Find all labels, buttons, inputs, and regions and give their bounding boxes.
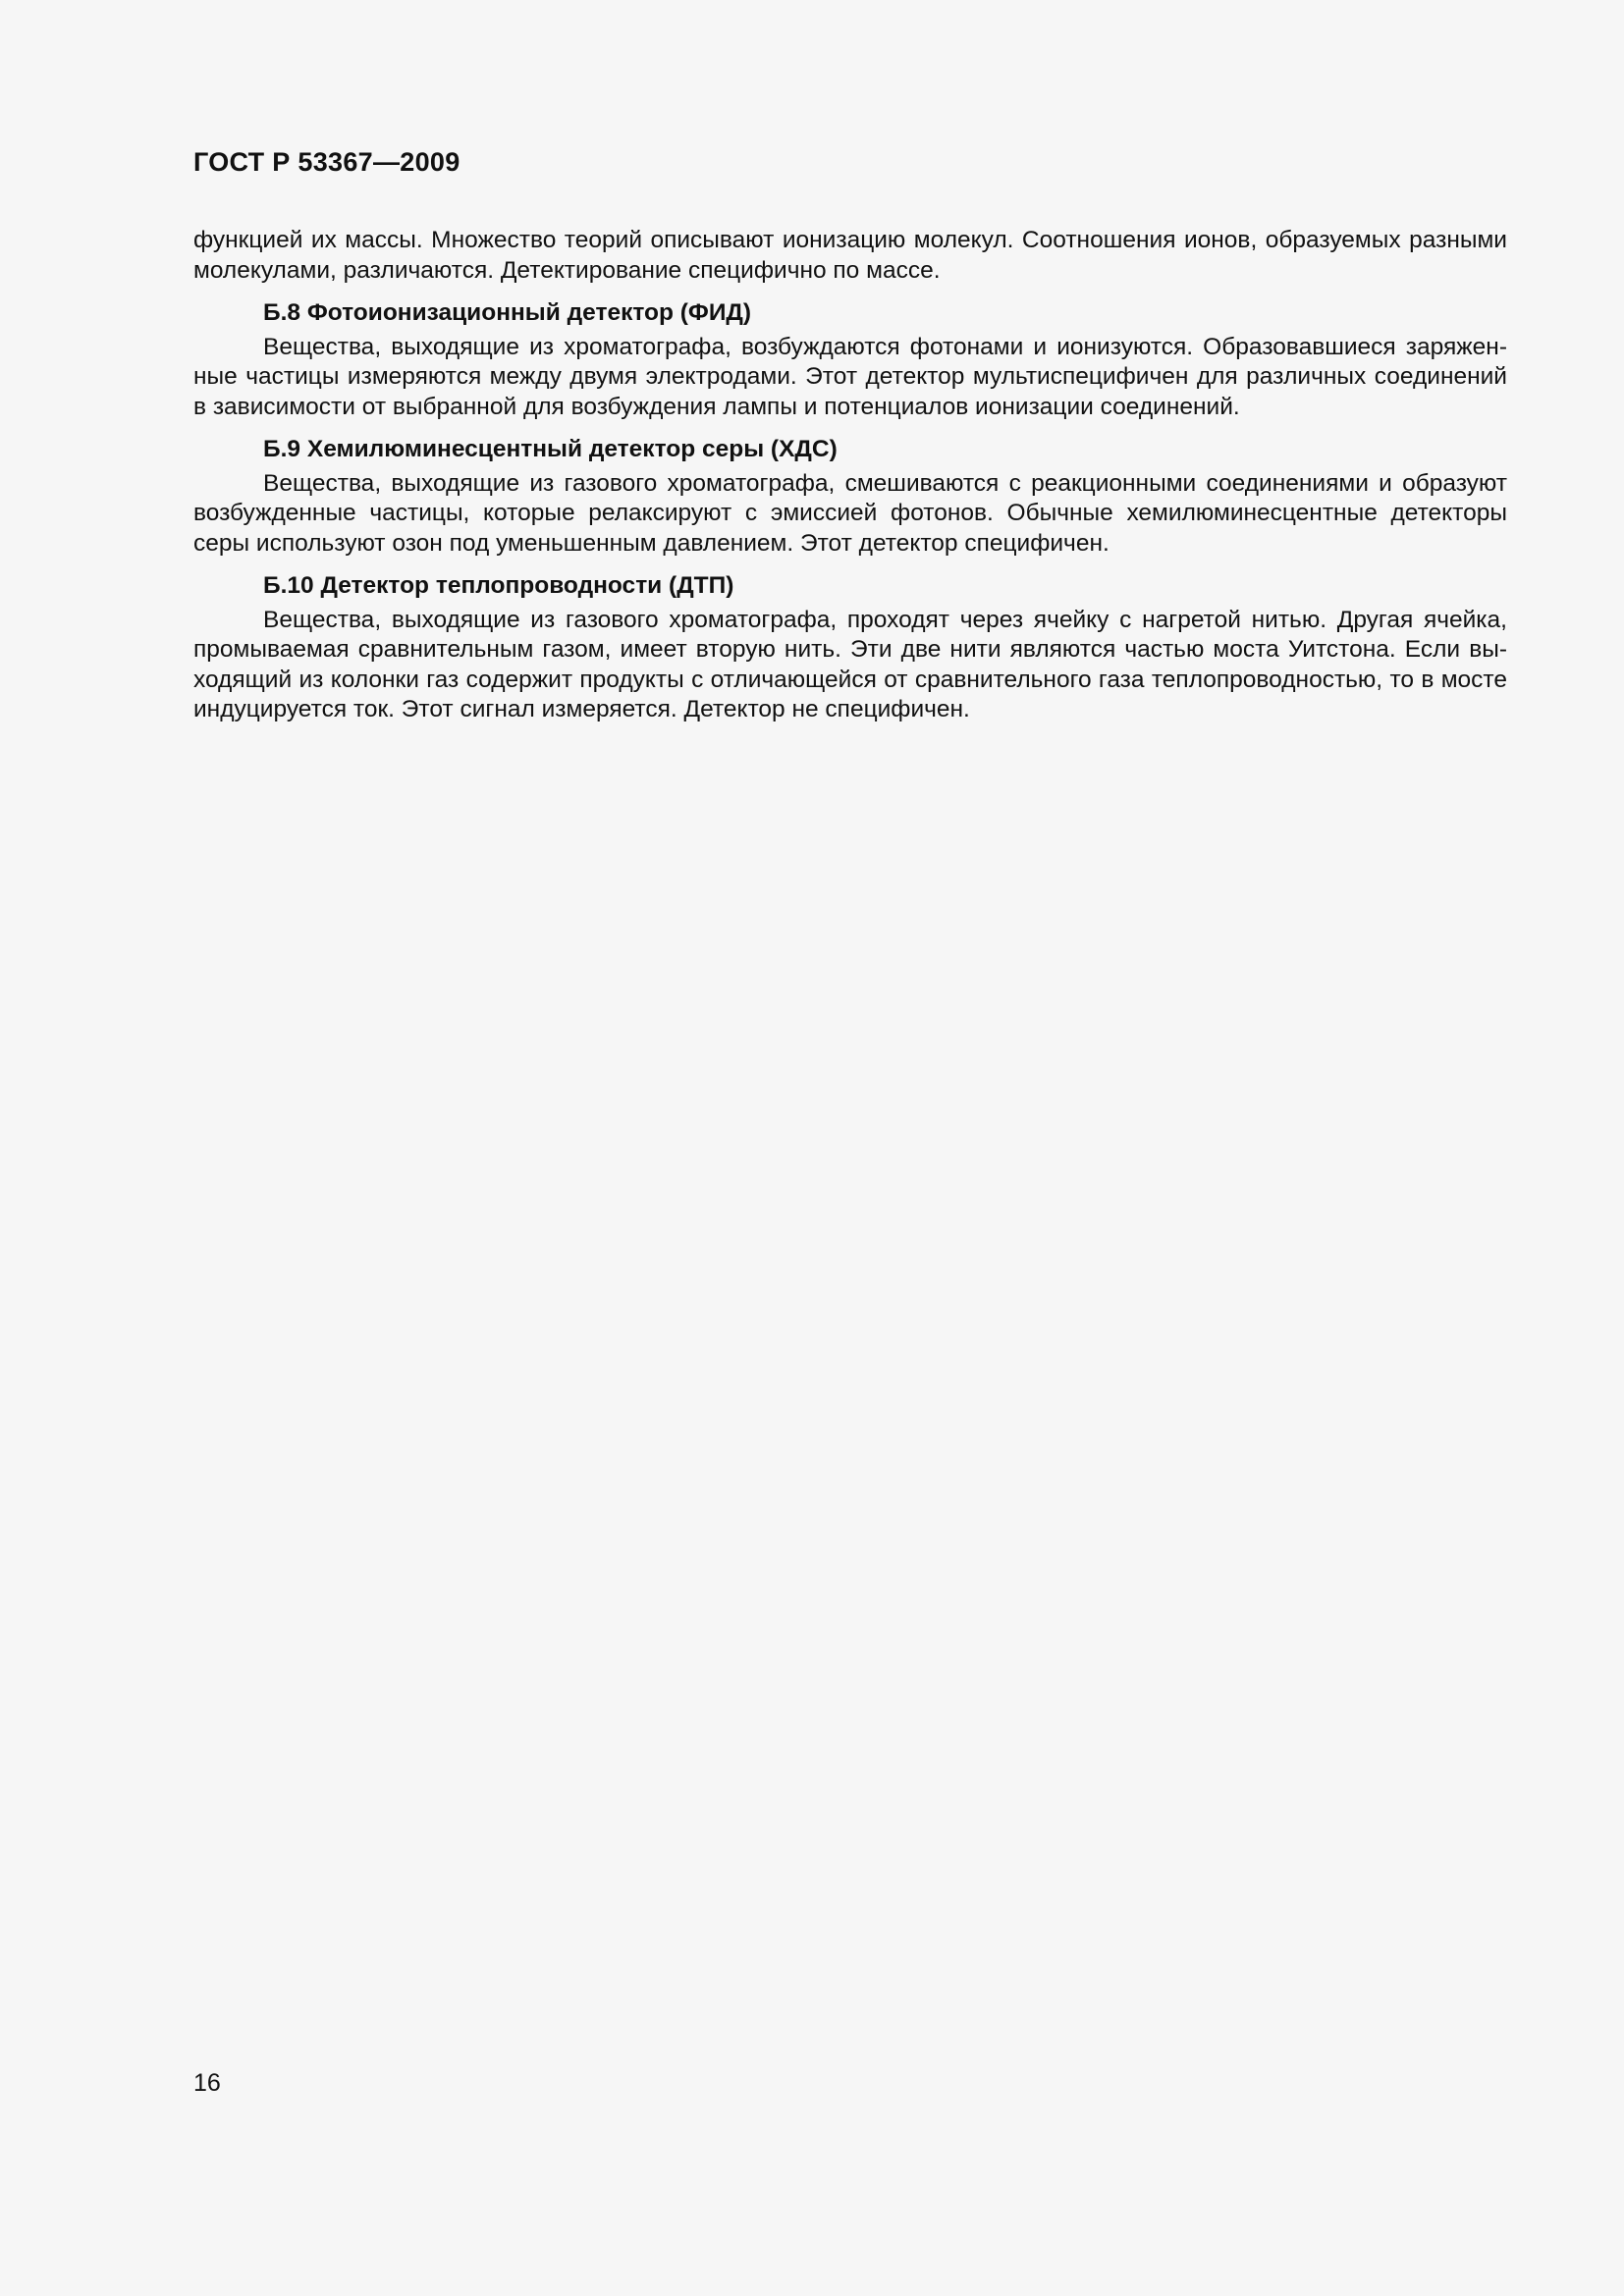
section-text-b8: Вещества, выходящие из хроматографа, возбуждаются фотонами и ионизуются. Образовавшиеся заряженные частицы измеряются между двумя электродами. Этот детектор мультиспецифичен для различных соединений в зависимости от выбранной для возбуждения лампы и потенциалов ионизации соединений. [193,333,1507,420]
section-heading-b9: Б.9 Хемилюминесцентный детектор серы (ХДС) [263,436,838,462]
document-header: ГОСТ Р 53367—2009 [193,147,460,177]
intro-paragraph: функцией их массы. Множество теорий описывают ионизацию молекул. Соотношения ионов, образуемых разными молекулами, различаются. Детектирование специфично по массе. [193,227,1507,284]
document-body [193,226,1507,725]
section-heading-b10: Б.10 Детектор теплопроводности (ДТП) [263,572,734,599]
section-text-b9: Вещества, выходящие из газового хроматографа, смешиваются с реакционными соединениями и образуют возбужденные частицы, которые релаксируют с эмиссией фотонов. Обычные хемилюминесцентные детекторы серы используют озон под уменьшенным давлением. Этот детектор специфичен. [193,469,1507,557]
section-heading-b8: Б.8 Фотоионизационный детектор (ФИД) [263,299,752,326]
section-text-b10: Вещества, выходящие из газового хроматографа, проходят через ячейку с нагретой нитью. Другая ячейка, промываемая сравнительным газом, имеет вторую нить. Эти две нити являются частью моста Уитстона. Если выходящий из колонки газ содержит продукты с отличающейся от сравнительного газа теплопроводностью, то в мосте индуцируется ток. Этот сигнал измеряется. Детектор не специфичен. [193,606,1507,722]
page-number: 16 [193,2069,221,2097]
